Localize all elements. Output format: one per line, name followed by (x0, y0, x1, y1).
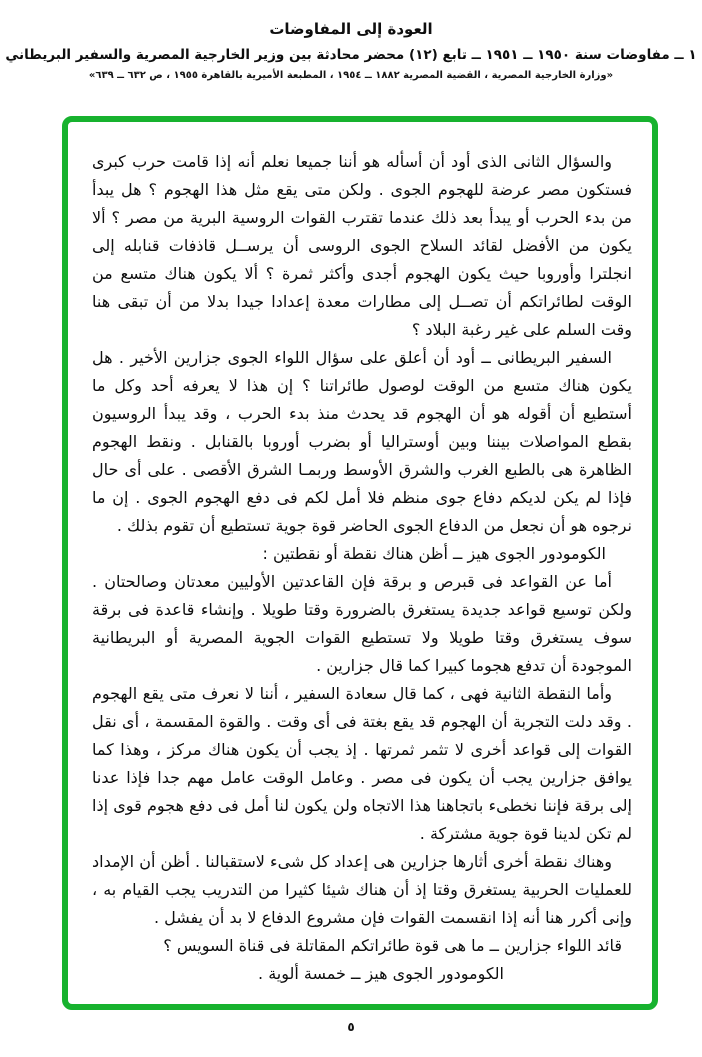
page-number: ٥ (347, 1020, 355, 1034)
section-title: العودة إلى المفاوضات (269, 20, 433, 38)
paragraph-second-point: وأما النقطة الثانية فهى ، كما قال سعادة السفير ، أننا لا نعرف متى يقع الهجوم . وقد دلت التجربة أن الهجوم قد يقع بغتة فى أى وقت . والقوة المقسمة ، أى نقل القوات إلى قواعد أخرى لا تثمر ثمرتها . إذ يجب أن يكون هناك مركز ، وهذا كما يوافق جزارين يجب أن يكون فى مصر . وعامل الوقت عامل مهم جدا فإذا عدنا إلى برقة فإننا نخطىء باتجاهنا هذا الاتجاه ولن يكون لنا أمل فى دفع هجوم قوى إذا لم تكن لدينا قوة جوية مشتركة . (92, 684, 632, 843)
page-header (0, 20, 702, 81)
paragraph-five-brigades: الكومودور الجوى هيز ــ خمسة ألوية . (258, 964, 504, 983)
document-heading: ١ ــ مفاوضات سنة ١٩٥٠ ــ ١٩٥١ ــ تابع (١٢) محضر محادثة بين وزير الخارجية المصرية والسفير البريطاني (5, 47, 697, 63)
paragraph-air-commodore-heys: الكومودور الجوى هيز ــ أظن هناك نقطة أو نقطتين : (262, 544, 606, 563)
green-highlight-frame (62, 116, 658, 1010)
paragraph-another-point: وهناك نقطة أخرى أثارها جزارين هى إعداد كل شىء لاستقبالنا . أظن أن الإمداد للعمليات الحربية يستغرق وقتا إذ أن هناك شيئا كثيرا من التدريب يجب القيام به ، وإنى أكرر هنا أنه إذا انقسمت القوات فإن مشروع الدفاع لا بد أن يفشل . (92, 852, 632, 927)
document-body (68, 122, 652, 1004)
paragraph-british-ambassador: السفير البريطانى ــ أود أن أعلق على سؤال اللواء الجوى جزارين الأخير . هل يكون هناك متسع من الوقت لوصول طائراتنا ؟ إن هذا لا يعرفه أحد وكل ما أستطيع أن أقوله هو أن الهجوم قد يحدث منذ بدء الحرب ، وقد يبدأ الروسيون بقطع المواصلات بيننا وبين أوستراليا أو بضرب أوروبا بالقنابل . ونقط الهجوم الظاهرة هى بالطبع الغرب والشرق الأوسط وربمـا الشرق الأقصى . على أى حال فإذا لم يكن لديكم دفاع جوى منظم فلا أمل لكم فى دفع الهجوم الجوى . إن ما نرجوه هو أن نجعل من الدفاع الجوى الحاضر قوة جوية تستطيع أن تقوم بذلك . (92, 348, 632, 535)
paragraph-bases: أما عن القواعد فى قبرص و برقة فإن القاعدتين الأوليين معدتان وصالحتان . ولكن توسيع قواعد جديدة يستغرق بالضرورة وقتا طويلا . وإنشاء قاعدة فى برقة سوف يستغرق وقتا طويلا ولا تستطيع القوات الجوية المصرية أو البريطانية الموجودة أن تدفع هجوما كبيرا كما قال جزارين . (92, 572, 632, 675)
paragraph-question: والسؤال الثانى الذى أود أن أسأله هو أننا جميعا نعلم أنه إذا قامت حرب كبرى فستكون مصر عرضة للهجوم الجوى . ولكن متى يقع مثل هذا الهجوم ؟ هل يبدأ من بدء الحرب أو يبدأ بعد ذلك عندما تقترب القوات الروسية البرية من مصر ؟ ألا يكون من الأفضل لقائد السلاح الجوى الروسى أن يرســل قاذفات قنابله إلى انجلترا وأوروبا حيث يكون الهجوم أجدى وأكثر ثمرة ؟ ألا يكون هناك متسع من الوقت لطائراتكم أن تصــل إلى مطارات معدة إعدادا جيدا بدلا من أن تبقى هنا وقت السلم على غير رغبة البلاد ؟ (92, 152, 632, 339)
paragraph-brigade-commander-jazarin: قائد اللواء جزارين ــ ما هى قوة طائراتكم المقاتلة فى قناة السويس ؟ (163, 936, 622, 955)
source-citation: «وزارة الخارجية المصرية ، القضية المصرية ١٨٨٢ ــ ١٩٥٤ ، المطبعة الأميرية بالقاهرة ١٩٥٥ ، ص ٦٣٢ ــ ٦٣٩» (88, 70, 614, 81)
